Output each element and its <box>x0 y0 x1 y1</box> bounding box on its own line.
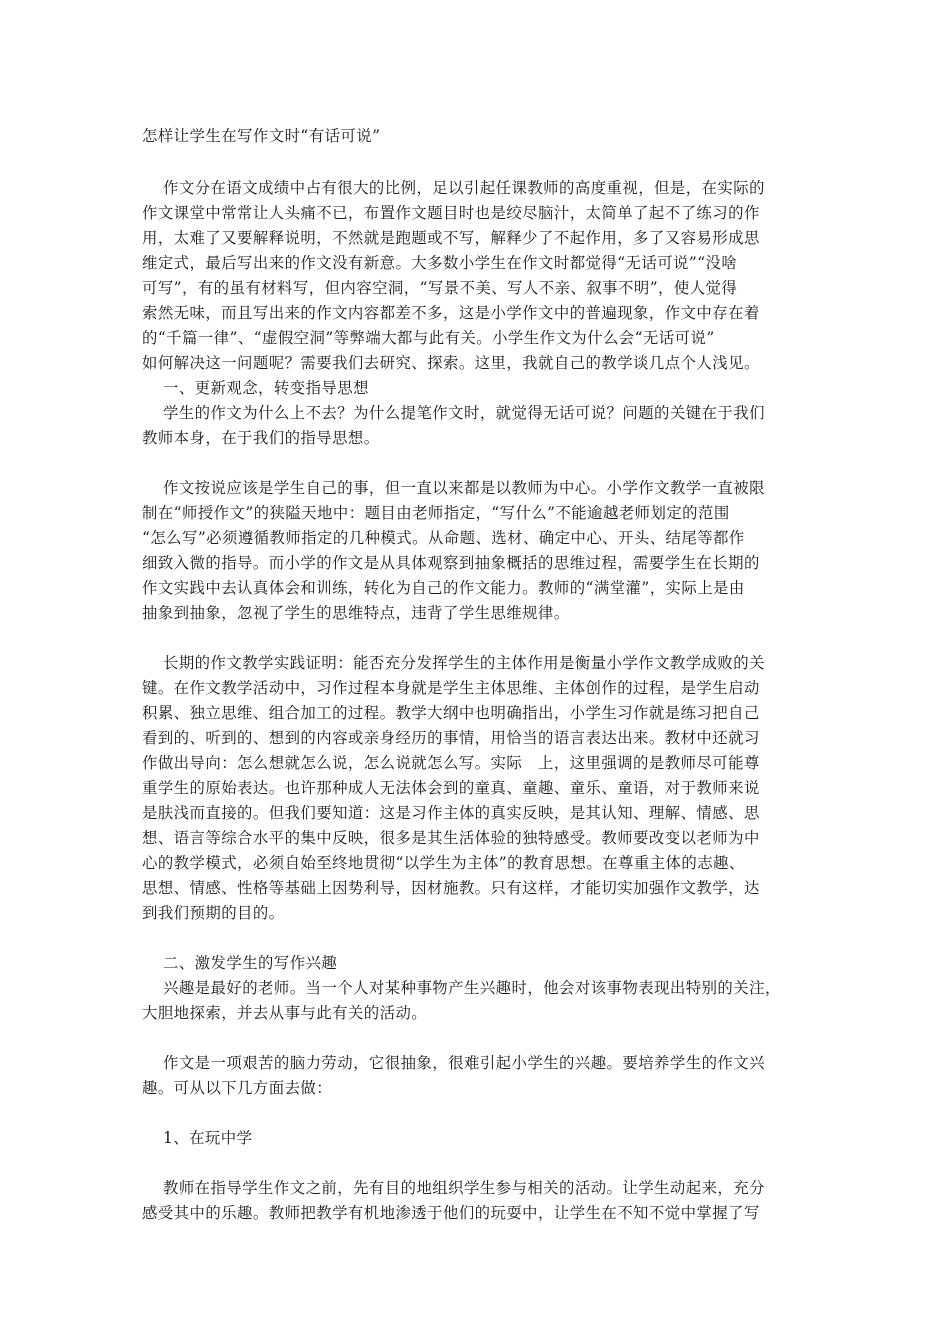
paragraph-line: 想、语言等综合水平的集中反映，很多是其生活体验的独特感受。教师要改变以老师为中 <box>142 829 760 847</box>
paragraph-line: 作文分在语文成绩中占有很大的比例，足以引起任课教师的高度重视，但是，在实际的 <box>163 179 765 197</box>
subsection-heading: 1、在玩中学 <box>163 1129 253 1147</box>
paragraph-line: 是肤浅而直接的。但我们要知道：这是习作主体的真实反映，是其认知、理解、情感、思 <box>142 804 760 822</box>
paragraph-line: 作文课堂中常常让人头痛不已，布置作文题目时也是绞尽脑汁，太简单了起不了练习的作 <box>142 204 760 222</box>
paragraph-line: 心的教学模式，必须自始至终地贯彻“以学生为主体”的教育思想。在尊重主体的志趣、 <box>142 854 745 872</box>
paragraph-line: 键。在作文教学活动中，习作过程本身就是学生主体思维、主体创作的过程，是学生启动 <box>142 679 760 697</box>
paragraph-line: 长期的作文教学实践证明：能否充分发挥学生的主体作用是衡量小学作文教学成败的关 <box>163 654 765 672</box>
paragraph-line: 索然无味，而且写出来的作文内容都差不多，这是小学作文中的普遍现象，作文中存在着 <box>142 304 760 322</box>
paragraph-line: 可写”，有的虽有材料写，但内容空洞，“写景不美、写人不亲、叙事不明”，使人觉得 <box>142 279 738 297</box>
paragraph-line: 重学生的原始表达。也许那种成人无法体会到的童真、童趣、童乐、童语，对于教师来说 <box>142 779 760 797</box>
paragraph-line: 学生的作文为什么上不去？为什么提笔作文时，就觉得无话可说？问题的关键在于我们 <box>163 404 765 422</box>
paragraph-line: 积累、独立思维、组合加工的过程。教学大纲中也明确指出，小学生习作就是练习把自己 <box>142 704 760 722</box>
paragraph-line: 维定式，最后写出来的作文没有新意。大多数小学生在作文时都觉得“无话可说”“没啥 <box>142 254 738 272</box>
paragraph-line: 如何解决这一问题呢？需要我们去研究、探索。这里，我就自己的教学谈几点个人浅见。 <box>142 354 760 372</box>
paragraph-line: 趣。可从以下几方面去做： <box>142 1079 333 1097</box>
paragraph-line: 兴趣是最好的老师。当一个人对某种事物产生兴趣时，他会对该事物表现出特别的关注， <box>163 979 781 997</box>
paragraph-line: 到我们预期的目的。 <box>142 904 285 922</box>
paragraph-line: 教师本身，在于我们的指导思想。 <box>142 429 380 447</box>
paragraph-line: 教师在指导学生作文之前，先有目的地组织学生参与相关的活动。让学生动起来，充分 <box>163 1179 765 1197</box>
section-heading: 一、更新观念，转变指导思想 <box>163 379 369 397</box>
paragraph-line: 作文实践中去认真体会和训练，转化为自己的作文能力。教师的“满堂灌”，实际上是由 <box>142 579 745 597</box>
paragraph-line: 制在“师授作文”的狭隘天地中：题目由老师指定，“写什么”不能逾越老师划定的范围 <box>142 504 730 522</box>
document-title: 怎样让学生在写作文时“有话可说” <box>142 127 381 145</box>
paragraph-line: 看到的、听到的、想到的内容或亲身经历的事情，用恰当的语言表达出来。教材中还就习 <box>142 729 760 747</box>
paragraph-line: 细致入微的指导。而小学的作文是从具体观察到抽象概括的思维过程，需要学生在长期的 <box>142 554 760 572</box>
paragraph-line: 用，太难了又要解释说明，不然就是跑题或不写，解释少了不起作用，多了又容易形成思 <box>142 229 760 247</box>
paragraph-line: 作文是一项艰苦的脑力劳动，它很抽象，很难引起小学生的兴趣。要培养学生的作文兴 <box>163 1054 765 1072</box>
paragraph-line: 作文按说应该是学生自己的事，但一直以来都是以教师为中心。小学作文教学一直被限 <box>163 479 765 497</box>
paragraph-line: 感受其中的乐趣。教师把教学有机地渗透于他们的玩耍中，让学生在不知不觉中掌握了写 <box>142 1204 760 1222</box>
paragraph-line: “怎么写”必须遵循教师指定的几种模式。从命题、选材、确定中心、开头、结尾等都作 <box>142 529 745 547</box>
paragraph-line: 的“千篇一律”、“虚假空洞”等弊端大都与此有关。小学生作文为什么会“无话可说” <box>142 329 715 347</box>
section-heading: 二、激发学生的写作兴趣 <box>163 954 338 972</box>
paragraph-line: 大胆地探索，并去从事与此有关的活动。 <box>142 1004 428 1022</box>
paragraph-line: 作做出导向：怎么想就怎么说，怎么说就怎么写。实际 上，这里强调的是教师尽可能尊 <box>142 754 760 772</box>
paragraph-line: 抽象到抽象，忽视了学生的思维特点，违背了学生思维规律。 <box>142 604 570 622</box>
paragraph-line: 思想、情感、性格等基础上因势利导，因材施教。只有这样，才能切实加强作文教学，达 <box>142 879 760 897</box>
